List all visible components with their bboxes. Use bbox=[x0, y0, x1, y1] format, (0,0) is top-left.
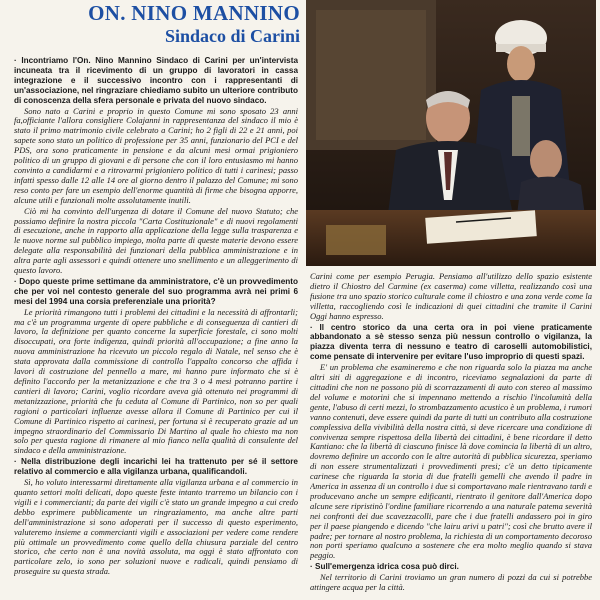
question-paragraph: · Dopo queste prime settimane da amministratore, c'è un provvedimento che per voi nel contesto generale del suo programma avrà nei primi 6 mesi del 1994 una corsia preferenziale una priorità? bbox=[14, 276, 298, 306]
answer-paragraph: Sono nato a Carini e proprio in questo Comune mi sono sposato 23 anni fa,officiante l'allora consigliere Colajanni in rappresentanza del sindaco il mio è stato il primo matrimonio civile celebrato a Carini; ho 2 figli di 22 e 21 anni, poi sapete sono stato un politico di professione per 35 anni, funzionario del PCI e del PDS, ora sono praticamente in pensione e da alcuni mesi ormai prigioniero politico di un gruppo di giovani e di persone che con il loro entusiasmo mi hanno convinto a candidarmi e a ritrovarmi prigioniero politico di tutti i carinesi; passo infatti spesso dalle 12 alle 14 ore al giorno dentro il palazzo del Comune; mi sono reso conto per fare un esempio dell'enorme quantità di firme che bisogna apporre, alcune utili e funzionali molte assolutamente inutili. bbox=[14, 105, 298, 205]
article-subtitle: Sindaco di Carini bbox=[164, 26, 300, 46]
photo-mayor-signing-icon bbox=[306, 0, 596, 266]
answer-paragraph: Carini come per esempio Perugia. Pensiamo all'utilizzo dello spazio esistente dietro il Chiostro del Carmine (ex caserma) come villetta, realizzando così una fusione tra uno spazio storico culturale come il chiostro e una zona verde come la villetta, raccogliendo così le indicazioni di quei cittadini che tramite il Carini Oggi hanno espresso. bbox=[310, 272, 592, 321]
answer-paragraph: Ciò mi ha convinto dell'urgenza di dotare il Comune del nuovo Statuto; che possiamo definire la nostra piccola "Carta Costituzionale" e di nuovi regolamenti di esecuzione, anche in rapporto alla applicazione della legge sulla trasparenza e le nuove norme sul pubblico impiego, molta parte di queste materie devono essere delegate alla responsabilità dei funzionari della pubblica amministrazione e in altra parte agli assessori e quindi ottenere uno snellimento e un alleggerimento di questo lavoro. bbox=[14, 205, 298, 276]
answer-paragraph: Le priorità rimangono tutti i problemi dei cittadini e la necessità di affrontarli; ma c'è un programma urgente di opere pubbliche e di conseguenza di cantieri di lavoro, la definizione per quanto concerne la superficie forestale, ci sono molti disoccupati, ora forte indigenza, quindi priorità all'occupazione; a fine anno la nuova amministrazione ha ricevuto un piccolo regalo di Natale, nel senso che è stata approvata dalla commissione di controllo l'appalto concorso che affida i lavori di costruzione del pennello a mare, mi hanno pure informato che si è definito l'accordo per la metanizzazione e che tra 3 o 4 mesi potranno partire i cantieri di lavoro; Carini, voglio ricordare aveva già ottenuto nei programmi di metanizzazione, priorità che fu ceduta al Comune di Partinico, non so per quali ragioni o particolari influenze avesse allora il Comune di Partinico per cui il Comune di Partinico rispetto ai carinesi, per fortuna si è recuperato grazie ad un impegno straordinario del Commissario Di Martino al quale ho chiesto ma non solo per questa ragione di rimanere al mio fianco nella qualità di consulente del sindaco e della amministrazione. bbox=[14, 306, 298, 456]
question-paragraph: · Il centro storico da una certa ora in poi viene praticamente abbandonato a sè stesso senza più nessun controllo o vigilanza, la piazza diventa terra di nessuno e teatro di caroselli automobilistici, come pensate di intervenire per evitare l'uso improprio di questi spazi. bbox=[310, 322, 592, 362]
answer-paragraph: Sì, ho voluto interessarmi direttamente alla vigilanza urbana e al commercio in quanto settori molti delicati, dopo queste feste intanto trarremo un bilancio con i vigili e i commercianti; da parte dei vigili c'è stato un grande impegno a cui credo debbo esprimere pubblicamente un ringraziamento, ma anche altre parti dell'amministrazione si sono adoperati per il successo di questo esperimento, valuteremo insieme a commercianti vigili e associazioni per vedere come rendere più ottimale un provvedimento come quello della chiusura parziale del centro storico, che certo non è una novità assoluta, ma oggi è stato affrontato con particolare zelo, io sono per soluzioni nuove e radicali, quindi pensiamo di proseguire su questa strada. bbox=[14, 477, 298, 577]
question-paragraph: · Nella distribuzione degli incarichi lei ha trattenuto per sé il settore relativo al commercio e alla vigilanza urbana, qualificandoli. bbox=[14, 457, 298, 477]
mayor-photo bbox=[306, 0, 596, 266]
question-paragraph: · Incontriamo l'On. Nino Mannino Sindaco di Carini per un'intervista incuneata tra il ricevimento di un gruppo di lavoratori in cassa integrazione e il successivo incontro con i rappresentanti di un'associazione, nel ringraziare chiediamo subito un ulteriore contributo di conoscenza della sfera personale e privata del nuovo sindaco. bbox=[14, 56, 298, 105]
answer-paragraph: E' un problema che esamineremo e che non riguarda solo la piazza ma anche altri siti di aggregazione e di incontro, riceviamo segnalazioni da parte di cittadini che non ne possono più di scorrazzamenti di auto con stereo al massimo del volume e motorini che si impennano mettendo a rischio l'incolumità della gente, l'abuso di certi mezzi, lo strombazzamento acustico è un problema, i rumori vanno contenuti, deve essere quindi da parte di tutti un contributo alla costruzione complessiva della vivibilità della nostra città, si deve ricercare una condizione di convivenza sempre rispettosa della libertà dei cittadini, è bene ricordare il detto Kantiano: che la libertà di ciascuno finisce là dove comincia la libertà di un altro, dovremo definire un accordo con le altre autorità di pubblica sicurezza, speriamo di non essere strumentalizzati i provvedimenti presi; c'è un detto tipicamente carinese che riguarda la storia di due fratelli gemelli che avendo il padre in America in assenza di un controllo i due si comportavano male rientravano tardi e producevano anche un sempre edificanti, rientrato il genitore dall'America dopo alcune sere ripristinò l'ordine familiare ricorrendo a una naturale patema severità nei confronti dei due scavezzacolli, pare che i due fratelli andassero poi in giro per il paese piangendo e dicendo "che lairu arivi u patri"; così che brutto avere il padre; per tornare al nostro problema, la richiesta di un comportamento decoroso non porti speriamo qualcuno a sostenere che era molto meglio quando si stava peggio. bbox=[310, 362, 592, 561]
question-paragraph: · Sull'emergenza idrica cosa può dirci. bbox=[310, 562, 459, 572]
answer-paragraph: Nel territorio di Carini troviamo un gran numero di pozzi da cui si potrebbe attingere acqua per la città. bbox=[310, 572, 592, 593]
article-title-block bbox=[12, 0, 300, 46]
right-text-column bbox=[310, 272, 592, 600]
left-text-column bbox=[14, 56, 298, 600]
article-title: ON. NINO MANNINO bbox=[88, 1, 300, 25]
